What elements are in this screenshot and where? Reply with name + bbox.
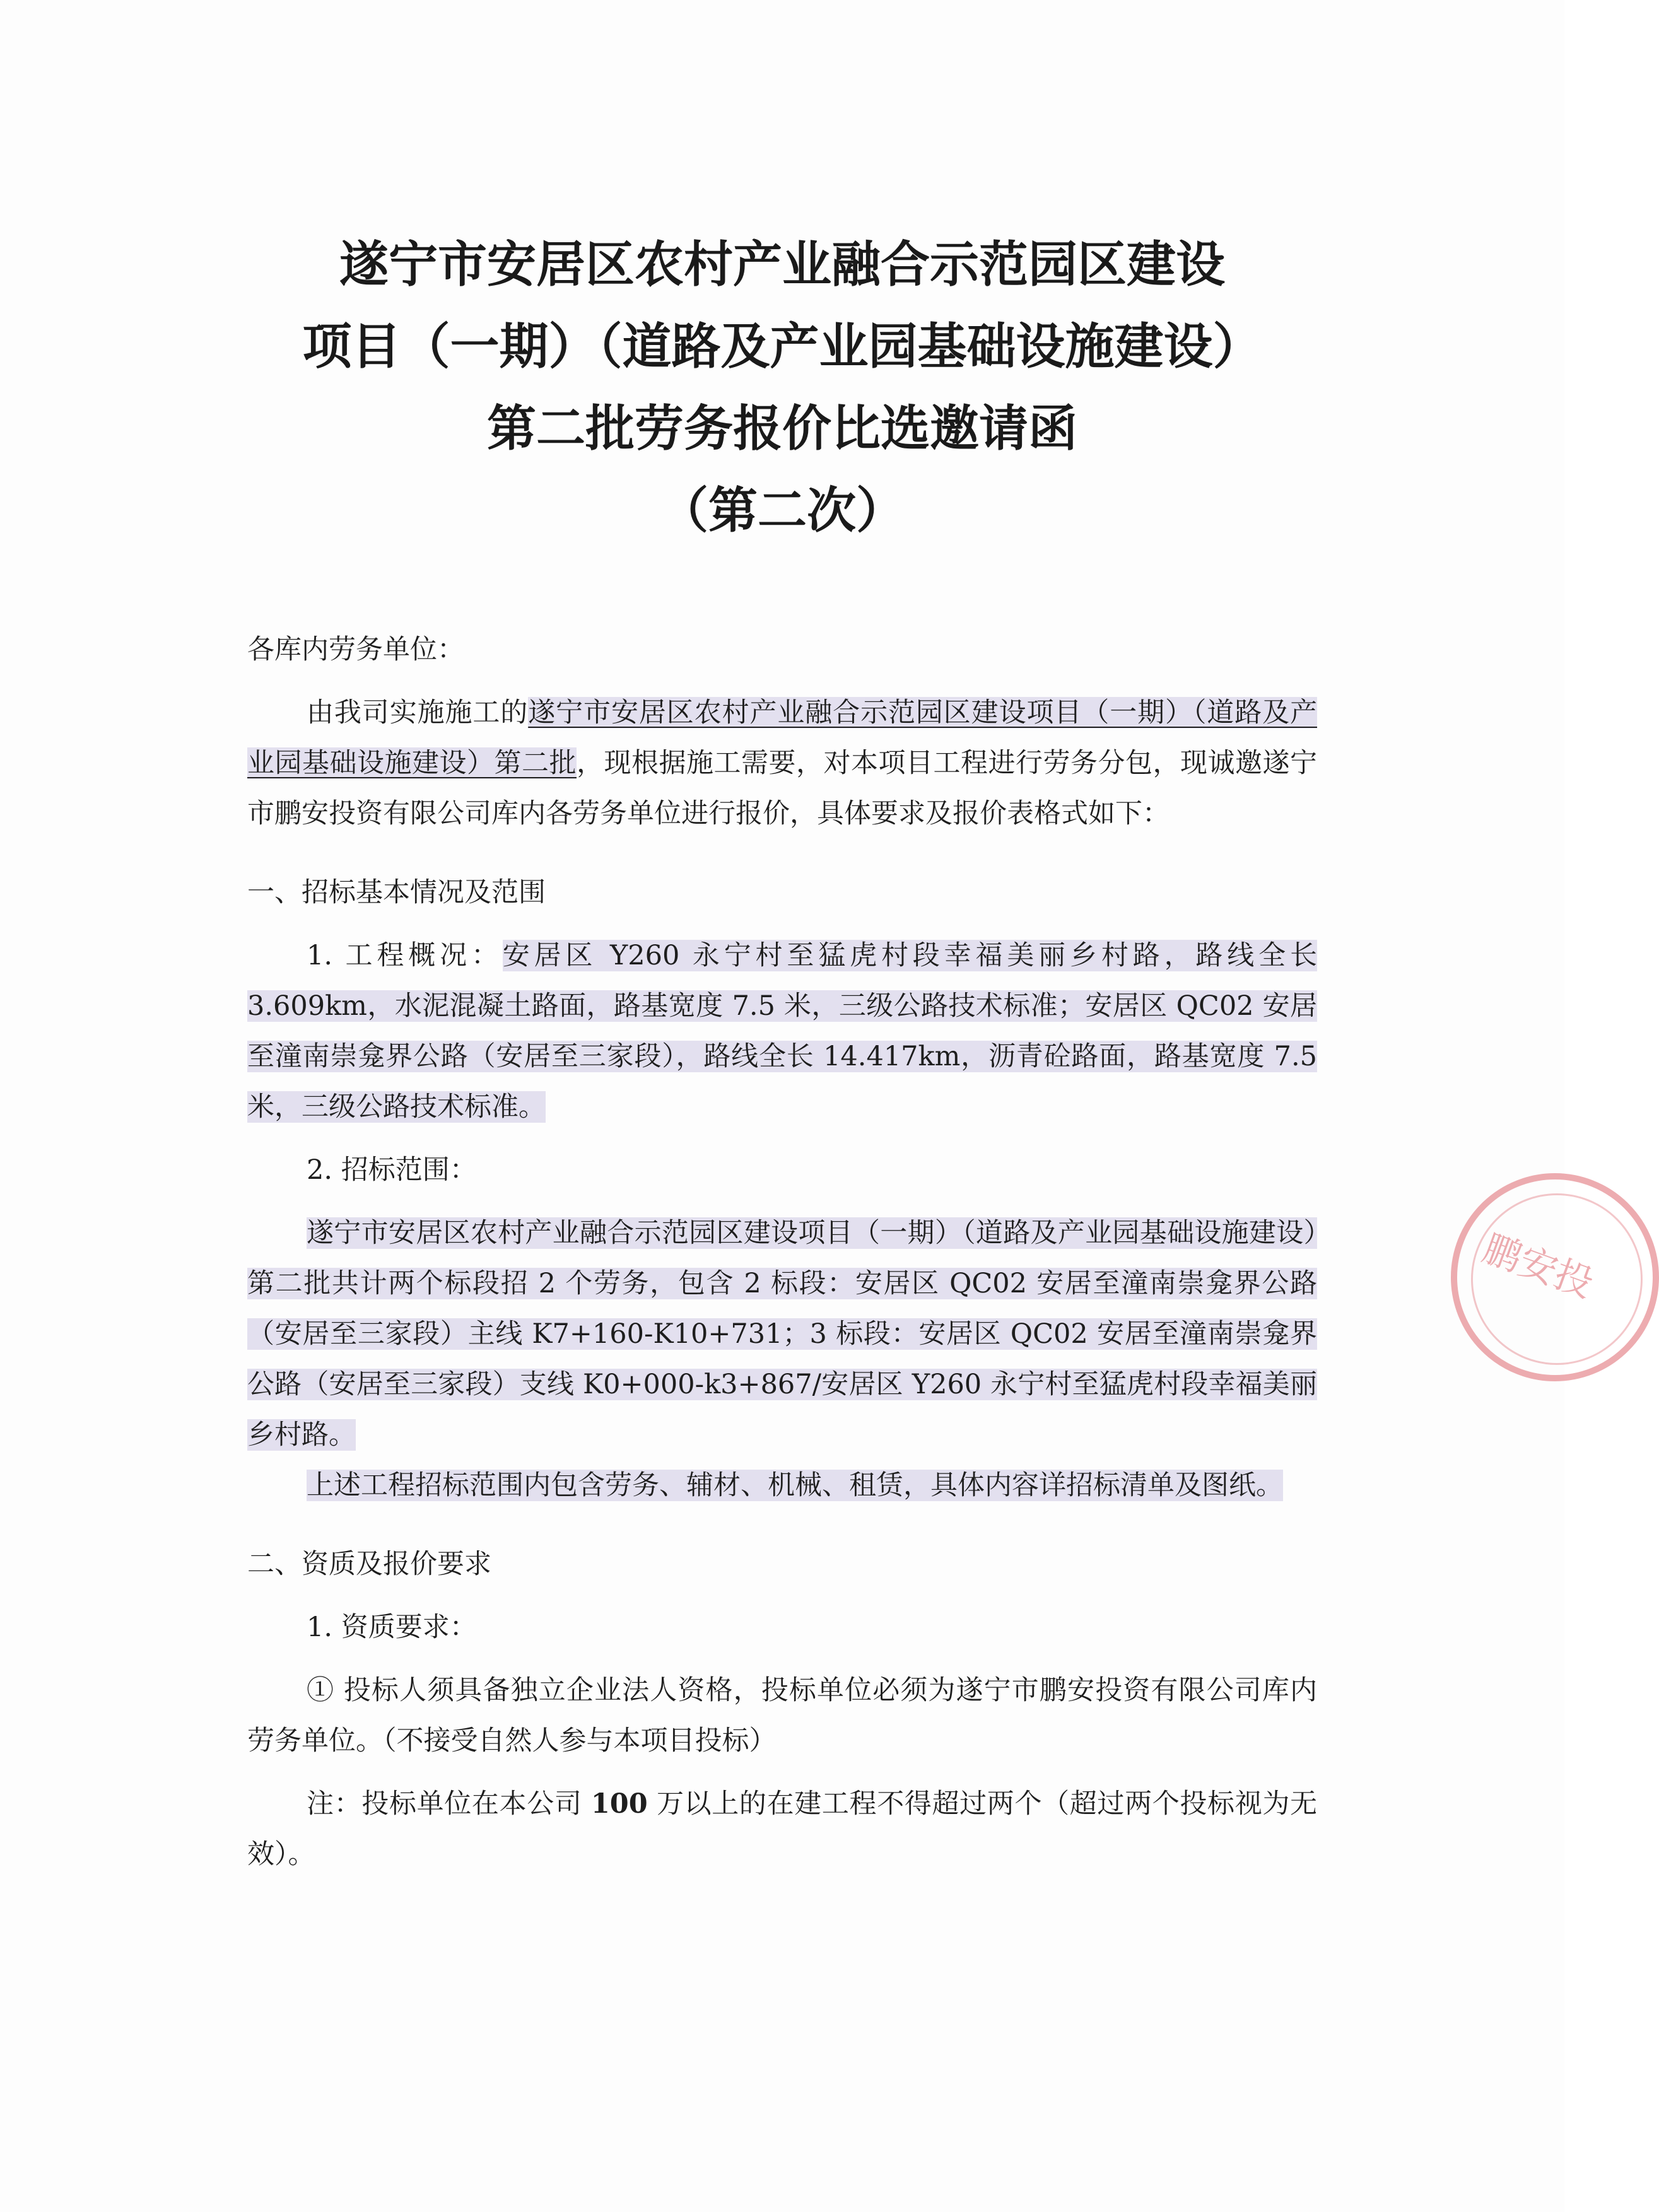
note-suffix: 万以上的在建工程不得超过两个（超过两个投标视为无效）。	[247, 1788, 1318, 1870]
note-number: 100	[590, 1788, 648, 1820]
title-line-3: 第二批劳务报价比选邀请函	[486, 401, 1077, 457]
intro-paragraph	[247, 688, 1317, 839]
section2-item1-label: 1. 资质要求：	[307, 1612, 477, 1643]
section1-item2-label: 2. 招标范围：	[307, 1154, 477, 1186]
document-title	[189, 224, 1375, 552]
section1-item3	[247, 1460, 1317, 1511]
qualification-requirement-1: ① 投标人须具备独立企业法人资格，投标单位必须为遂宁市鹏安投资有限公司库内劳务单位。（不接受自然人参与本项目投标）	[247, 1675, 1317, 1757]
section1-item1	[247, 930, 1317, 1132]
seal-text: 鹏安投	[1477, 1226, 1599, 1307]
intro-after: ，现根据施工需要，对本项目工程进行劳务分包，现诚邀遂宁市鹏安投资有限公司库内各劳务单位进行报价，具体要求及报价表格式如下：	[247, 747, 1317, 829]
document-body	[247, 624, 1317, 1880]
qualification-note	[247, 1779, 1317, 1880]
section2-heading: 二、资质及报价要求	[247, 1548, 491, 1580]
section1-item2	[247, 1208, 1317, 1460]
bid-scope-text: 遂宁市安居区农村产业融合示范园区建设项目（一期）（道路及产业园基础设施建设）第二批共计两个标段招 2 个劳务，包含 2 标段：安居区 QC02 安居至潼南崇龛界公路（安居至三家段）主线 K7+160-K10+731；3 标段：安居区 QC02 安居至潼南崇龛界公路（安居至三家段）支线 K0+000-k3+867/安居区 Y260 永宁村至猛虎村段幸福美丽乡村路。	[247, 1217, 1317, 1451]
intro-before: 由我司实施施工的	[307, 697, 529, 729]
project-name: 遂宁市安居区农村产业融合示范园区建设项目（一期）（道路及产业园基础设施建设）第二批	[247, 697, 1318, 779]
title-line-4: （第二次）	[659, 483, 905, 539]
bid-scope-contents: 上述工程招标范围内包含劳务、辅材、机械、租赁，具体内容详招标清单及图纸。	[307, 1470, 1283, 1501]
section1-heading: 一、招标基本情况及范围	[247, 877, 546, 908]
company-seal-stamp	[1451, 1173, 1659, 1381]
note-prefix: 注：投标单位在本公司	[307, 1788, 591, 1820]
salutation: 各库内劳务单位：	[247, 634, 464, 665]
title-line-2: 项目（一期）（道路及产业园基础设施建设）	[302, 319, 1262, 375]
project-overview-text: 安居区 Y260 永宁村至猛虎村段幸福美丽乡村路，路线全长 3.609km，水泥混凝土路面，路基宽度 7.5 米，三级公路技术标准；安居区 QC02 安居至潼南崇龛界公路（安居至三家段），路线全长 14.417km，沥青砼路面，路基宽度 7.5 米，三级公路技术标准。	[247, 940, 1317, 1123]
title-line-1: 遂宁市安居区农村产业融合示范园区建设	[339, 237, 1225, 293]
section1-item1-label: 1. 工程概况：	[307, 940, 503, 971]
